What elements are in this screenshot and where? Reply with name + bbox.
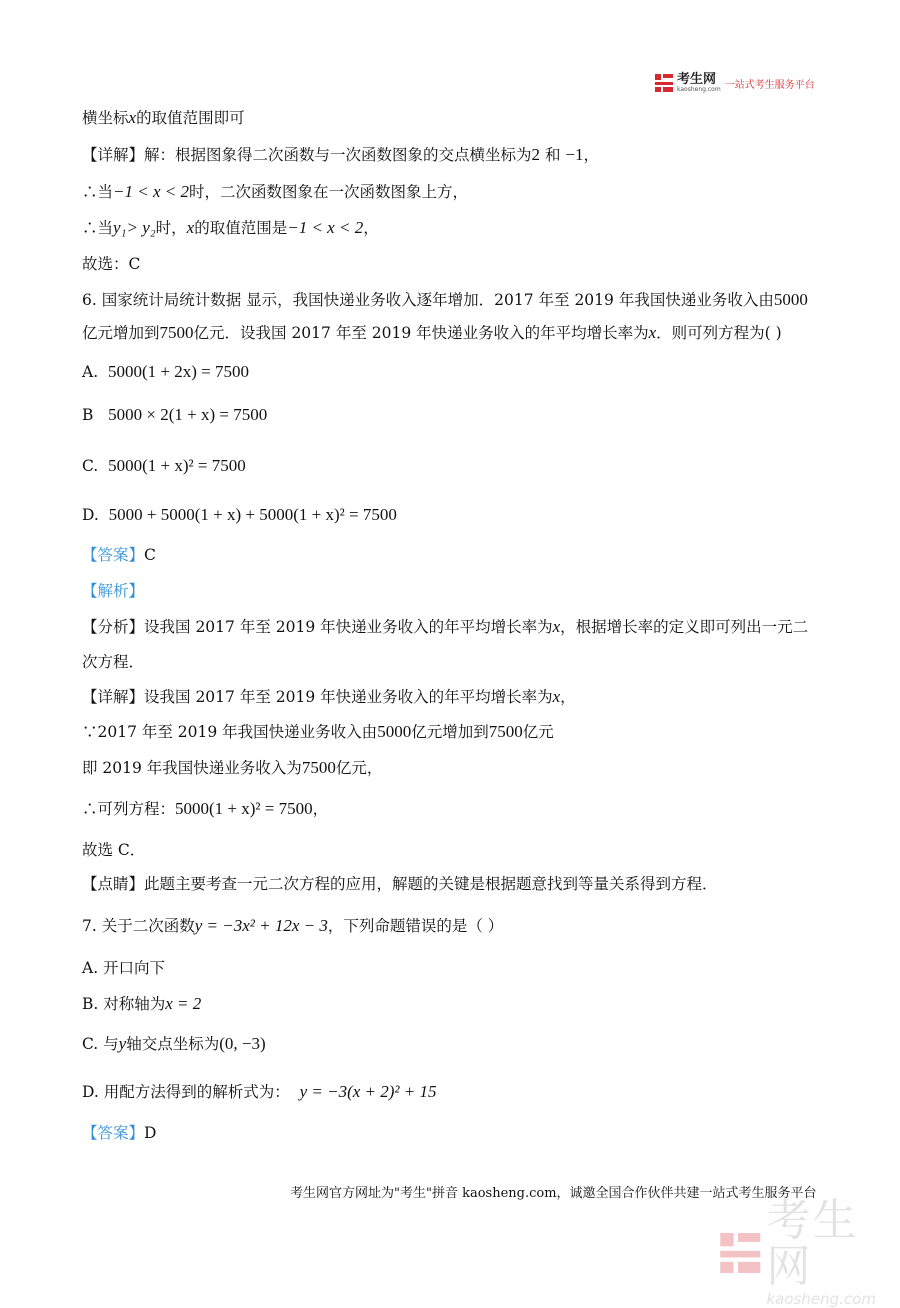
detail-line: 【详解】设我国 2017 年至 2019 年快递业务收入的年平均增长率为x， bbox=[82, 687, 576, 707]
question-7-stem: 7. 关于二次函数y = −3x² + 12x − 3，下列命题错误的是（ ） bbox=[82, 916, 503, 936]
answer-tag: 【答案】 bbox=[82, 1124, 144, 1142]
option-b: B. 对称轴为x = 2 bbox=[82, 994, 201, 1014]
option-c: C. 与y轴交点坐标为(0, −3) bbox=[82, 1034, 266, 1054]
text-line: ∴当y₁> y₂时，x的取值范围是−1 < x < 2， bbox=[82, 218, 379, 238]
logo-slogan: 一站式考生服务平台 bbox=[725, 76, 815, 91]
logo-name: 考生网 bbox=[677, 73, 721, 86]
kaosheng-logo-icon bbox=[654, 73, 674, 93]
analysis-tag: 【解析】 bbox=[82, 581, 144, 601]
option-d: D. 用配方法得到的解析式为： y = −3(x + 2)² + 15 bbox=[82, 1082, 437, 1102]
choice-line: 故选 C． bbox=[82, 840, 145, 860]
answer-tag: 【答案】 bbox=[82, 546, 144, 564]
option-a: A. 开口向下 bbox=[82, 958, 165, 978]
remark-line: 【点睛】此题主要考查一元二次方程的应用，解题的关键是根据题意找到等量关系得到方程． bbox=[82, 874, 718, 894]
watermark bbox=[718, 1198, 900, 1308]
text-line: ∴当−1 < x < 2时，二次函数图象在一次函数图象上方， bbox=[82, 182, 468, 202]
text-line: ∵2017 年至 2019 年我国快递业务收入由5000亿元增加到7500亿元 bbox=[82, 722, 554, 742]
watermark-logo-icon bbox=[718, 1230, 763, 1276]
question-6-stem-cont: 亿元增加到7500亿元．设我国 2017 年至 2019 年快递业务收入的年平均增长率为x．则可列方程为( ) bbox=[82, 323, 782, 343]
detail-tag: 【详解】 bbox=[82, 146, 144, 164]
option-a: A. 5000(1 + 2x) = 7500 bbox=[82, 362, 249, 382]
detail-line: 【详解】解：根据图象得二次函数与一次函数图象的交点横坐标为2 和 −1， bbox=[82, 145, 599, 165]
analysis-line: 【分析】设我国 2017 年至 2019 年快递业务收入的年平均增长率为x，根据增长率的定义即可列出一元二 bbox=[82, 617, 808, 637]
brand-logo bbox=[654, 70, 815, 96]
option-c: C. 5000(1 + x)² = 7500 bbox=[82, 456, 246, 476]
watermark-url: kaosheng.com bbox=[767, 1290, 900, 1308]
analysis-line-cont: 次方程． bbox=[82, 652, 144, 672]
logo-url: kaosheng.com bbox=[677, 86, 721, 93]
choice-line: 故选：C bbox=[82, 254, 140, 274]
question-6-stem: 6. 国家统计局统计数据 显示，我国快递业务收入逐年增加．2017 年至 2019 年我国快递业务收入由5000 bbox=[82, 290, 808, 310]
answer-7: 【答案】D bbox=[82, 1123, 156, 1143]
equation-line: ∴可列方程：5000(1 + x)² = 7500， bbox=[82, 799, 328, 819]
text-line: 即 2019 年我国快递业务收入为7500亿元， bbox=[82, 758, 382, 778]
option-b: B 5000 × 2(1 + x) = 7500 bbox=[82, 405, 267, 425]
text-line: 横坐标x的取值范围即可 bbox=[82, 108, 245, 128]
option-d: D. 5000 + 5000(1 + x) + 5000(1 + x)² = 7500 bbox=[82, 505, 397, 525]
answer-6: 【答案】C bbox=[82, 545, 156, 565]
watermark-name: 考生网 bbox=[767, 1198, 900, 1290]
footer-text: 考生网官方网址为"考生"拼音 kaosheng.com，诚邀全国合作伙伴共建一站式考生服务平台 bbox=[290, 1182, 817, 1201]
